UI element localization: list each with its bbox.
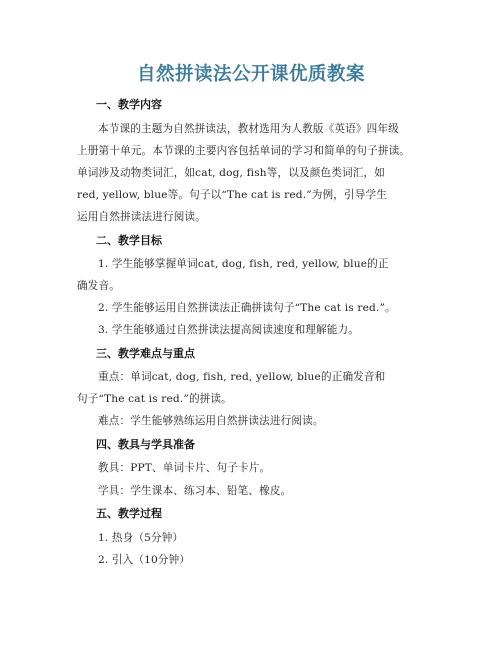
- section-heading-process: 五、教学过程: [96, 507, 162, 520]
- body-line: 单词涉及动物类词汇，如cat, dog, fish等，以及颜色类词汇，如: [77, 167, 385, 179]
- section-heading-content: 一、教学内容: [96, 98, 162, 111]
- list-item: 2. 引入（10分钟）: [98, 554, 191, 566]
- section-heading-key-points: 三、教学难点与重点: [96, 347, 195, 360]
- document-title: 自然拼读法公开课优质教案: [136, 64, 365, 85]
- body-line: 重点：单词cat, dog, fish, red, yellow, blue的正确发音和: [98, 371, 386, 383]
- body-line: 句子“The cat is red.”的拼读。: [77, 393, 232, 405]
- section-heading-objectives: 二、教学目标: [96, 234, 162, 247]
- body-line: 学具：学生课本、练习本、铅笔、橡皮。: [98, 485, 292, 497]
- list-item: 2. 学生能够运用自然拼读法正确拼读句子“The cat is red.”。: [98, 302, 396, 314]
- body-line: 上册第十单元。本节课的主要内容包括单词的学习和简单的句子拼读。: [77, 145, 411, 157]
- body-line: 教具：PPT、单词卡片、句子卡片。: [98, 462, 271, 474]
- list-item: 1. 学生能够掌握单词cat, dog, fish, red, yellow, blue的正: [98, 258, 389, 270]
- list-item: 3. 学生能够通过自然拼读法提高阅读速度和理解能力。: [98, 324, 360, 336]
- body-line: red, yellow, blue等。句子以“The cat is red.”为例，引导学生: [77, 189, 387, 201]
- body-line: 本节课的主题为自然拼读法，教材选用为人教版《英语》四年级: [98, 123, 399, 135]
- list-item: 1. 热身（5分钟）: [98, 532, 184, 544]
- body-line: 难点：学生能够熟练运用自然拼读法进行阅读。: [98, 415, 324, 427]
- list-item-continuation: 确发音。: [77, 280, 120, 292]
- section-heading-materials: 四、教具与学具准备: [96, 438, 195, 451]
- body-line: 运用自然拼读法进行阅读。: [77, 211, 206, 223]
